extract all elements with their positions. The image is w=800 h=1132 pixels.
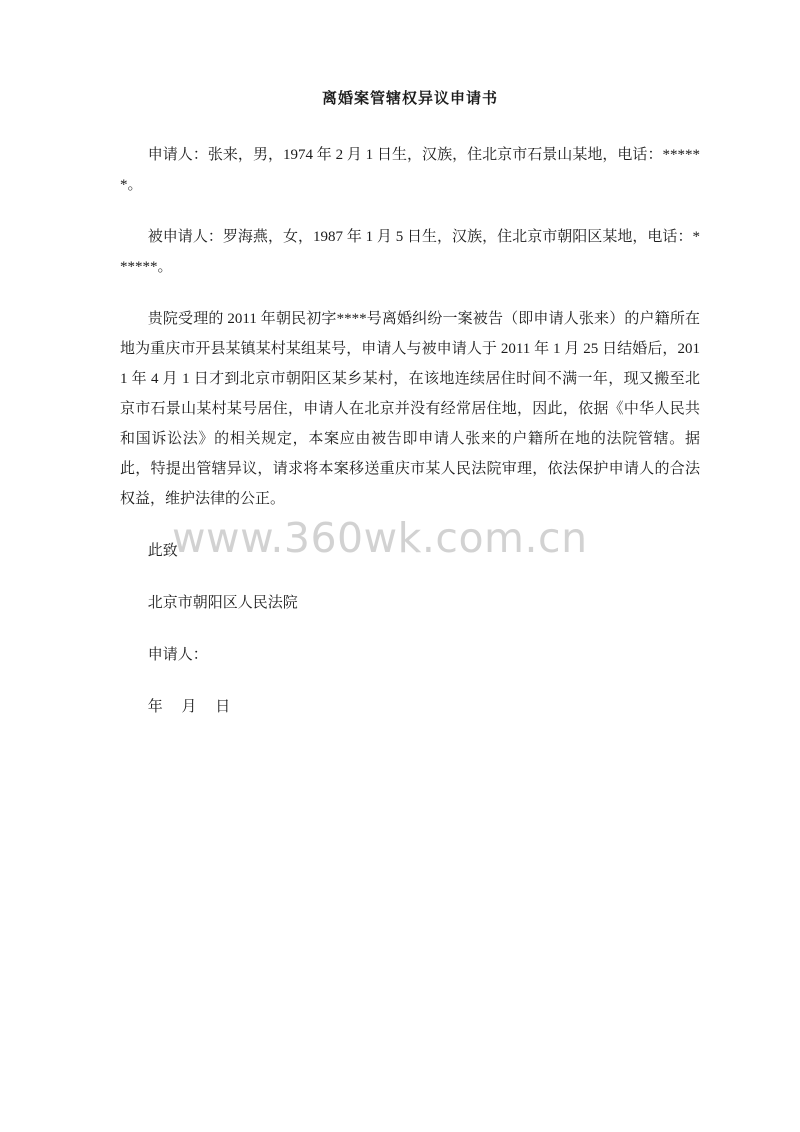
closing-salute: 此致 [147,543,178,559]
date-line: 年 月 日 [147,699,231,715]
paragraph-objection-body: 贵院受理的 2011 年朝民初字****号离婚纠纷一案被告（即申请人张来）的户籍所在地为重庆市开县某镇某村某组某号，申请人与被申请人于 2011 年 1 月 25 日结婚后，2011 年 4 月 1 日才到北京市朝阳区某乡某村，在该地连续居住时间不满一年，现又搬至北京市石景山某村某号居住，申请人在北京并没有经常居住地，因此，依据《中华人民共和国诉讼法》的相关规定，本案应由被告即申请人张来的户籍所在地的法院管辖。据此，特提出管辖异议，请求将本案移送重庆市某人民法院审理，依法保护申请人的合法权益，维护法律的公正。 [120,311,700,507]
closing-court: 北京市朝阳区人民法院 [147,595,298,611]
paragraph-respondent: 被申请人：罗海燕，女，1987 年 1 月 5 日生，汉族，住北京市朝阳区某地，电话：******。 [120,229,700,275]
paragraph-applicant: 申请人：张来，男，1974 年 2 月 1 日生，汉族，住北京市石景山某地，电话：******。 [120,147,700,193]
watermark: www.360wk.com.cn [172,514,588,562]
page-title: 离婚案管辖权异议申请书 [321,90,498,107]
signature-label: 申请人： [147,647,208,663]
